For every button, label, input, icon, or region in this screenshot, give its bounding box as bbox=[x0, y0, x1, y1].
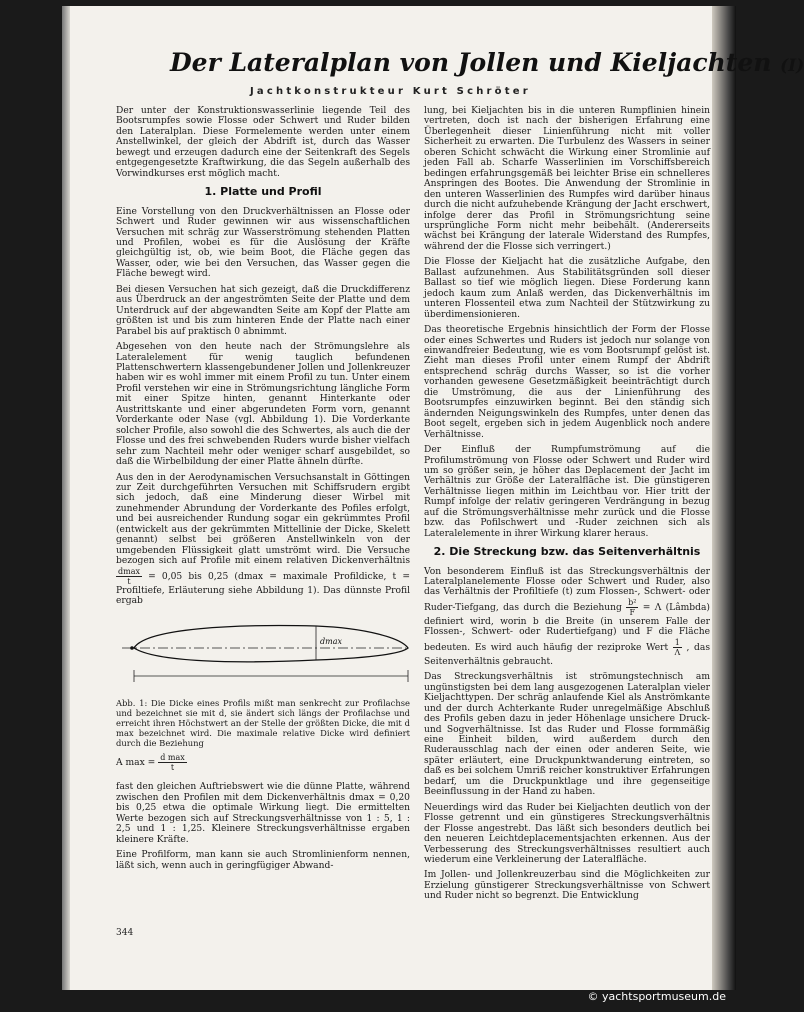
watermark: © yachtsportmuseum.de bbox=[587, 990, 726, 1003]
formula-fraction bbox=[158, 753, 187, 772]
ratio-fraction bbox=[116, 567, 142, 586]
page-edge-shadow bbox=[712, 6, 736, 990]
paragraph: Neuerdings wird das Ruder bei Kieljachten deutlich von der Flosse getrennt und ein günstigeres Streckungsverhältnis der Flosse angestrebt. Das läßt sich besonders deutlich bei den neueren Leichtdeplacementsjachten erkennen. Aus der Verbesserung des Streckungsverhältnisses resultiert auch wiederum eine Verkleinerung der Lateralfläche. bbox=[424, 802, 710, 865]
paragraph-text: oder Ruder-Tiefgang, das durch die Beziehung bbox=[424, 587, 710, 613]
dmax-label: dmax bbox=[320, 637, 342, 647]
reciprocal-fraction bbox=[673, 638, 682, 657]
paragraph-text: 0,25 (dmax = maximale Profildicke, t = Profiltiefe, Erläuterung siehe Abbildung 1). Das dünnste Profil ergab bbox=[116, 571, 410, 607]
paragraph: fast den gleichen Auftriebswert wie die dünne Platte, während zwischen den Profilen mit dem Dickenverhältnis dmax = 0,20 bis 0,25 etwa die optimale Wirkung liegt. Die ermittelten Werte bezogen sich auf Streckungsverhältnisse von 1 : 5, 1 : 2,5 und 1 : 1,25. Kleinere Streckungsverhältnisse ergaben kleinere Kräfte. bbox=[116, 782, 410, 845]
fraction-numerator: dmax bbox=[118, 566, 140, 576]
fraction-denominator: F bbox=[629, 607, 636, 617]
formula-relative-thickness bbox=[116, 753, 410, 772]
paragraph-text: Aus den in der Aerodynamischen Versuchsanstalt in Göttingen zur Zeit durchgeführten Versuchen mit Schiffsrudern ergibt sich jedoch, daß eine Minderung dieser Wirbel mit zunehmender Abrundung der Vorderkante des Pofiles erfolgt, und bei ausreichender Rundung sogar ein gekrümmtes Profil (entwickelt aus der gekrümmten Mittellinie der Dicke, Skelett genannt) selbst bei größeren Anstellwinkeln von der umgebenden Flüssigkeit glatt umströmt wird. Die Versuche bezogen sich auf Profile bbox=[116, 472, 410, 567]
paragraph-text: (Lâmbda) definiert wird, worin b die Breite (in unserem Falle der Flossen-, Schwert- oder Rudertiefgang) und F die Fläche bedeuten. Es wird auch häufig der reziproke bbox=[424, 602, 710, 653]
fraction-denominator: t bbox=[127, 576, 131, 586]
profile-diagram bbox=[116, 610, 410, 694]
formula-lhs: A max = bbox=[116, 758, 156, 769]
author-line: Jachtkonstrukteur Kurt Schröter bbox=[250, 86, 531, 97]
paragraph: Das Streckungsverhältnis ist strömungstechnisch am ungünstigsten bei dem lang ausgezogenen Lateralplan vieler Kieljachttypen. Der schräg anlaufende Kiel als Anströmkante und der durch Achterkante Ruder unregelmäßige Abschluß des Profils geben dazu in jeder Höhenlage unsichere Druck- und Sogverhältnisse. Ist das Ruder und Flosse formmäßig eine Einheit bilden, wird außerdem durch den Ruderausschlag nach der einen oder anderen Seite, wie später erläutert, eine Druckpunktwanderung eintreten, so daß es bei solchem Umriß reicher konstruktiver Erfahrungen bedarf, um die Druckpunktlage und ihre gegenseitige Beeinflussung in der Hand zu haben. bbox=[424, 672, 710, 798]
fraction-denominator: t bbox=[170, 763, 175, 773]
paragraph-text: , das Seitenverhältnis gebraucht. bbox=[424, 642, 711, 667]
paragraph-text: Von besonderem Einfluß ist das Streckungsverhältnis der Lateralplanelemente Flosse oder Schwert und Ruder, also das Verhältnis der Profiltiefe (t) zum Flossen-, Schwert- bbox=[424, 566, 710, 598]
paragraph: Bei diesen Versuchen hat sich gezeigt, daß die Druckdifferenz aus Überdruck an der angeströmten Seite der Platte und dem Unterdruck auf der abgewandten Seite am Kopf der Platte am größten ist und bis zum hinteren Ende der Platte nach einer Parabel bis auf praktisch 0 abnimmt. bbox=[116, 284, 410, 337]
paragraph-text: mit einem relativen Dickenverhältnis bbox=[234, 556, 411, 567]
paragraph: lung, bei Kieljachten bis in die unteren Rumpflinien hinein vertreten, doch ist nach der bisherigen Erfahrung eine Überlegenheit dieser Linienführung nicht mit voller Sicherheit zu erwarten. Die Turbulenz des Wassers in seiner oberen Schicht schwächt die Wirkung einer Stromlinie auf jeden Fall ab. Scharfe Wasserlinien im Vorschiffsbereich bedingen erfahrungsgemäß bei leichter Brise ein schnelleres Anspringen des Bootes. Die Anwendung der Stromlinie in den unteren Wasserlinien des Rumpfes wird darüber hinaus durch die nicht aufzuhebende Krängung der Jacht erschwert, infolge derer das Profil in Strömungsrichtung seine ursprüngliche Form nicht mehr beibehält. (Andererseits wächst bei Krängung der laterale Widerstand des Rumpfes, während der die Flosse sich verringert.) bbox=[424, 106, 710, 252]
section-heading-1: 1. Platte und Profil bbox=[204, 185, 322, 199]
profile-shape bbox=[134, 626, 408, 662]
paragraph: Im Jollen- und Jollenkreuzerbau sind die Möglichkeiten zur Erzielung günstigerer Streckungsverhältnisse von Schwert und Ruder nicht so begrenzt. Die Entwicklung bbox=[424, 870, 710, 902]
fraction-denominator: Λ bbox=[674, 647, 681, 657]
aspect-ratio-fraction bbox=[626, 598, 638, 617]
page-number: 344 bbox=[116, 928, 134, 938]
paragraph: Das theoretische Ergebnis hinsichtlich der Form der Flosse oder eines Schwertes und Ruders ist jedoch nur solange von einwandfreier Bedeutung, wie es vom Bootsrumpf gelöst ist. Zieht man dieses Profil unter einem Rumpf der Abdrift entsprechend schräg durchs Wasser, so ist die vorher vorhanden gewesene Gesetzmäßigkeit beeinträchtigt durch die Umströmung, die aus der Linienführung des Bootsrumpfes einzuwirken beginnt. Bei den ständig sich ändernden Neigungswinkeln des Rumpfes, unter denen das Boot segelt, ergeben sich in jedem Augenblick noch andere Verhältnisse. bbox=[424, 325, 710, 440]
fraction-numerator: 1 bbox=[674, 637, 680, 647]
paragraph bbox=[116, 473, 410, 607]
column-left bbox=[116, 106, 410, 876]
paragraph: Abgesehen von den heute nach der Strömungslehre als Lateralelement für wenig tauglich befundenen Plattenschwertern klassengebundener Jollen und Jollenkreuzer haben wir es wohl immer mit einem Profil zu tun. Unter einem Profil verstehen wir eine in Strömungsrichtung längliche Form mit einer Spitze hinten, genannt Hinterkante oder Austrittskante und einer abgerundeten Form vorn, genannt Vorderkante oder Nase (vgl. Abbildung 1). Die Vorderkante solcher Profile, also sowohl die des Schwertes, als auch die der Flosse und des frei schwebenden Ruders wurde bisher vielfach sehr zum Nachteil mehr oder weniger scharf ausgebildet, so daß die Wirbelbildung der einer Platte ähneln dürfte. bbox=[116, 342, 410, 468]
paragraph: Die Flosse der Kieljacht hat die zusätzliche Aufgabe, den Ballast aufzunehmen. Aus Stabilitätsgründen soll dieser Ballast so tief wie möglich liegen. Diese Forderung kann jedoch kaum zum Anlaß werden, das Dickenverhältnis im unteren Flossenteil etwa zum Nachteil der Stützwirkung zu überdimensionieren. bbox=[424, 257, 710, 320]
article-title bbox=[170, 48, 804, 77]
paragraph-text: = 0,05 bis bbox=[148, 571, 202, 582]
paragraph: Eine Vorstellung von den Druckverhältnissen an Flosse oder Schwert und Ruder gewinnen wir aus wissenschaftlichen Versuchen mit schräg zur Wasserströmung stehenden Platten und Profilen, wobei es für die Auslösung der Kräfte gleichgültig ist, ob, wie beim Boot, die Fläche gegen das Wasser, oder, wie bei den Versuchen, das Wasser gegen die Fläche bewegt wird. bbox=[116, 206, 410, 280]
figure-profile bbox=[116, 610, 410, 694]
paragraph: Der unter der Konstruktionswasserlinie liegende Teil des Bootsrumpfes sowie Flosse oder Schwert und Ruder bilden den Lateralplan. Diese Formelemente werden unter einem Anstellwinkel, der gleich der Abdrift ist, durch das Wasser bewegt und erzeugen dadurch eine der Seitenkraft des Segels entgegengesetzte Kraftwirkung, die das Segeln außerhalb des Vorwindkurses erst möglich macht. bbox=[116, 106, 410, 179]
section-heading-2: 2. Die Streckung bzw. das Seitenverhältnis bbox=[433, 545, 701, 559]
column-right bbox=[424, 106, 710, 907]
fraction-numerator: d max bbox=[160, 753, 185, 763]
title-text: Der Lateralplan von Jollen und Kieljachten bbox=[170, 48, 772, 77]
paragraph: Der Einfluß der Rumpfumströmung auf die Profilumströmung von Flosse oder Schwert und Ruder wird um so größer sein, je höher das Deplacement der Jacht im Verhältnis zur Größe der Lateralfläche ist. Die günstigeren Verhältnisse liegen mithin im Leichtbau vor. Hier tritt der Rumpf infolge der relativ geringeren Verdrängung in bezug auf die Strömungsverhältnisse mehr zurück und die Flosse bzw. das Pofilschwert und -Ruder zeichnen sich als Lateralelemente in ihrer Wirkung klarer heraus. bbox=[424, 445, 710, 539]
title-part: (I) bbox=[780, 56, 804, 76]
paragraph-text: Wert bbox=[646, 642, 669, 653]
fraction-numerator: b² bbox=[628, 597, 637, 607]
leading-edge-point bbox=[130, 647, 134, 651]
paragraph bbox=[424, 567, 710, 668]
paragraph: Eine Profilform, man kann sie auch Stromlinienform nennen, läßt sich, wenn auch in geringfügiger Abwand- bbox=[116, 850, 410, 871]
figure-caption: Abb. 1: Die Dicke eines Profils mißt man senkrecht zur Profilachse und bezeichnet sie mit d, sie ändert sich längs der Profilachse und erreicht ihren Höchstwert an der Stelle der größten Dicke, die mit d max bezeichnet wird. Die maximale relative Dicke wird definiert durch die Beziehung bbox=[116, 698, 410, 749]
paragraph-text: = Λ bbox=[642, 602, 662, 613]
page-spine-shadow bbox=[62, 6, 70, 990]
